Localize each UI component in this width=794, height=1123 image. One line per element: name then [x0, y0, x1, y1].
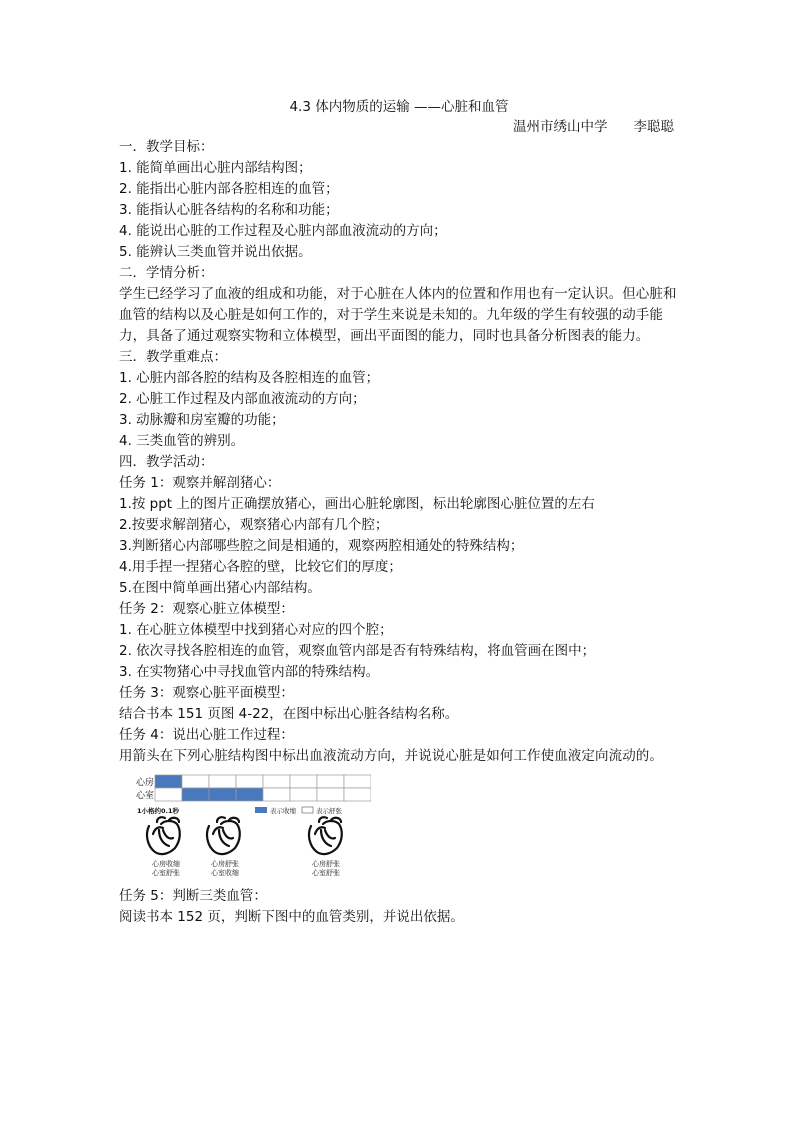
task2-item: 3. 在实物猪心中寻找血管内部的特殊结构。 — [119, 664, 380, 680]
goal-item: 5. 能辨认三类血管并说出依据。 — [119, 244, 312, 260]
task5-heading: 任务 5：判断三类血管： — [119, 888, 267, 904]
ventricle-cell-5 — [263, 788, 290, 801]
author-name: 李聪聪 — [633, 119, 674, 135]
ventricle-cell-6 — [290, 788, 317, 801]
heart-diagram-3 — [309, 817, 342, 854]
atrium-cell-1 — [155, 775, 182, 788]
task4-text: 用箭头在下列心脏结构图中标出血液流动方向，并说说心脏是如何工作使血液定向流动的。 — [119, 748, 663, 764]
atrium-cell-5 — [263, 775, 290, 788]
caption-1-line-1: 心房收缩 — [152, 860, 180, 868]
ventricle-cell-2 — [182, 788, 209, 801]
task2-heading: 任务 2：观察心脏立体模型： — [119, 601, 294, 617]
task1-item: 3.判断猪心内部哪些腔之间是相通的，观察两腔相通处的特殊结构； — [119, 538, 524, 554]
caption-2-line-1: 心房舒张 — [211, 860, 239, 868]
doc-author — [119, 117, 674, 137]
heart-cycle-figure — [135, 774, 371, 880]
atrium-cell-7 — [317, 775, 344, 788]
heart-cycle-svg — [135, 774, 371, 880]
task1-item: 2.按要求解剖猪心，观察猪心内部有几个腔； — [119, 517, 389, 533]
atrium-cell-2 — [182, 775, 209, 788]
caption-1-line-2: 心室舒张 — [152, 869, 180, 877]
ventricle-cell-7 — [317, 788, 344, 801]
task3-text: 结合书本 151 页图 4-22，在图中标出心脏各结构名称。 — [119, 706, 459, 722]
caption-2-line-2: 心室收缩 — [211, 869, 239, 877]
legend-contract-swatch — [255, 807, 267, 813]
legend-relax-swatch — [302, 807, 313, 813]
task3-heading: 任务 3：观察心脏平面模型： — [119, 685, 294, 701]
row-label-ventricle: 心室 — [136, 791, 155, 801]
goal-item: 1. 能简单画出心脏内部结构图； — [119, 160, 312, 176]
goal-item: 3. 能指认心脏各结构的名称和功能； — [119, 202, 339, 218]
atrium-cell-4 — [236, 775, 263, 788]
heart-diagram-1 — [147, 817, 180, 854]
keypoint-item: 3. 动脉瓣和房室瓣的功能； — [119, 412, 285, 428]
goal-item: 4. 能说出心脏的工作过程及心脏内部血液流动的方向； — [119, 223, 447, 239]
task2-item: 1. 在心脏立体模型中找到猪心对应的四个腔； — [119, 622, 393, 638]
keypoints-heading: 三．教学重难点： — [119, 349, 227, 365]
task1-heading: 任务 1：观察并解剖猪心： — [119, 475, 281, 491]
task4-heading: 任务 4：说出心脏工作过程： — [119, 727, 294, 743]
goal-item: 2. 能指出心脏内部各腔相连的血管； — [119, 181, 339, 197]
task1-item: 1.按 ppt 上的图片正确摆放猪心，画出心脏轮廓图，标出轮廓图心脏位置的左右 — [119, 496, 595, 512]
analysis-heading: 二．学情分析： — [119, 265, 214, 281]
legend-contract-label: 表示收缩 — [270, 807, 296, 815]
ventricle-cell-8 — [344, 788, 371, 801]
scale-note: 1小格约0.1秒 — [137, 807, 180, 815]
atrium-cell-6 — [290, 775, 317, 788]
atrium-cell-3 — [209, 775, 236, 788]
task5-text: 阅读书本 152 页，判断下图中的血管类别，并说出依据。 — [119, 909, 464, 925]
ventricle-cell-1 — [155, 788, 182, 801]
author-school: 温州市绣山中学 — [513, 119, 608, 135]
timing-grid — [155, 775, 371, 801]
caption-3-line-1: 心房舒张 — [312, 860, 340, 868]
task1-item: 5.在图中简单画出猪心内部结构。 — [119, 580, 321, 596]
keypoint-item: 2. 心脏工作过程及内部血液流动的方向； — [119, 391, 366, 407]
activities-heading: 四．教学活动： — [119, 454, 214, 470]
goals-heading: 一．教学目标： — [119, 139, 214, 155]
analysis-text: 学生已经学习了血液的组成和功能，对于心脏在人体内的位置和作用也有一定认识。但心脏和血管的结构以及心脏是如何工作的，对于学生来说是未知的。九年级的学生有较强的动手能力，具备了通过观察实物和立体模型，画出平面图的能力，同时也具备分析图表的能力。 — [119, 286, 677, 344]
caption-3-line-2: 心室舒张 — [312, 869, 340, 877]
task1-item: 4.用手捏一捏猪心各腔的壁，比较它们的厚度； — [119, 559, 402, 575]
doc-title: 4.3 体内物质的运输 ——心脏和血管 — [289, 99, 509, 115]
document-page — [119, 97, 679, 928]
row-label-atrium: 心房 — [136, 778, 155, 788]
ventricle-cell-3 — [209, 788, 236, 801]
atrium-cell-8 — [344, 775, 371, 788]
legend-relax-label: 表示舒张 — [316, 807, 342, 815]
ventricle-cell-4 — [236, 788, 263, 801]
keypoint-item: 1. 心脏内部各腔的结构及各腔相连的血管； — [119, 370, 380, 386]
heart-diagram-2 — [207, 817, 240, 854]
keypoint-item: 4. 三类血管的辨别。 — [119, 433, 245, 449]
task2-item: 2. 依次寻找各腔相连的血管，观察血管内部是否有特殊结构，将血管画在图中； — [119, 643, 596, 659]
